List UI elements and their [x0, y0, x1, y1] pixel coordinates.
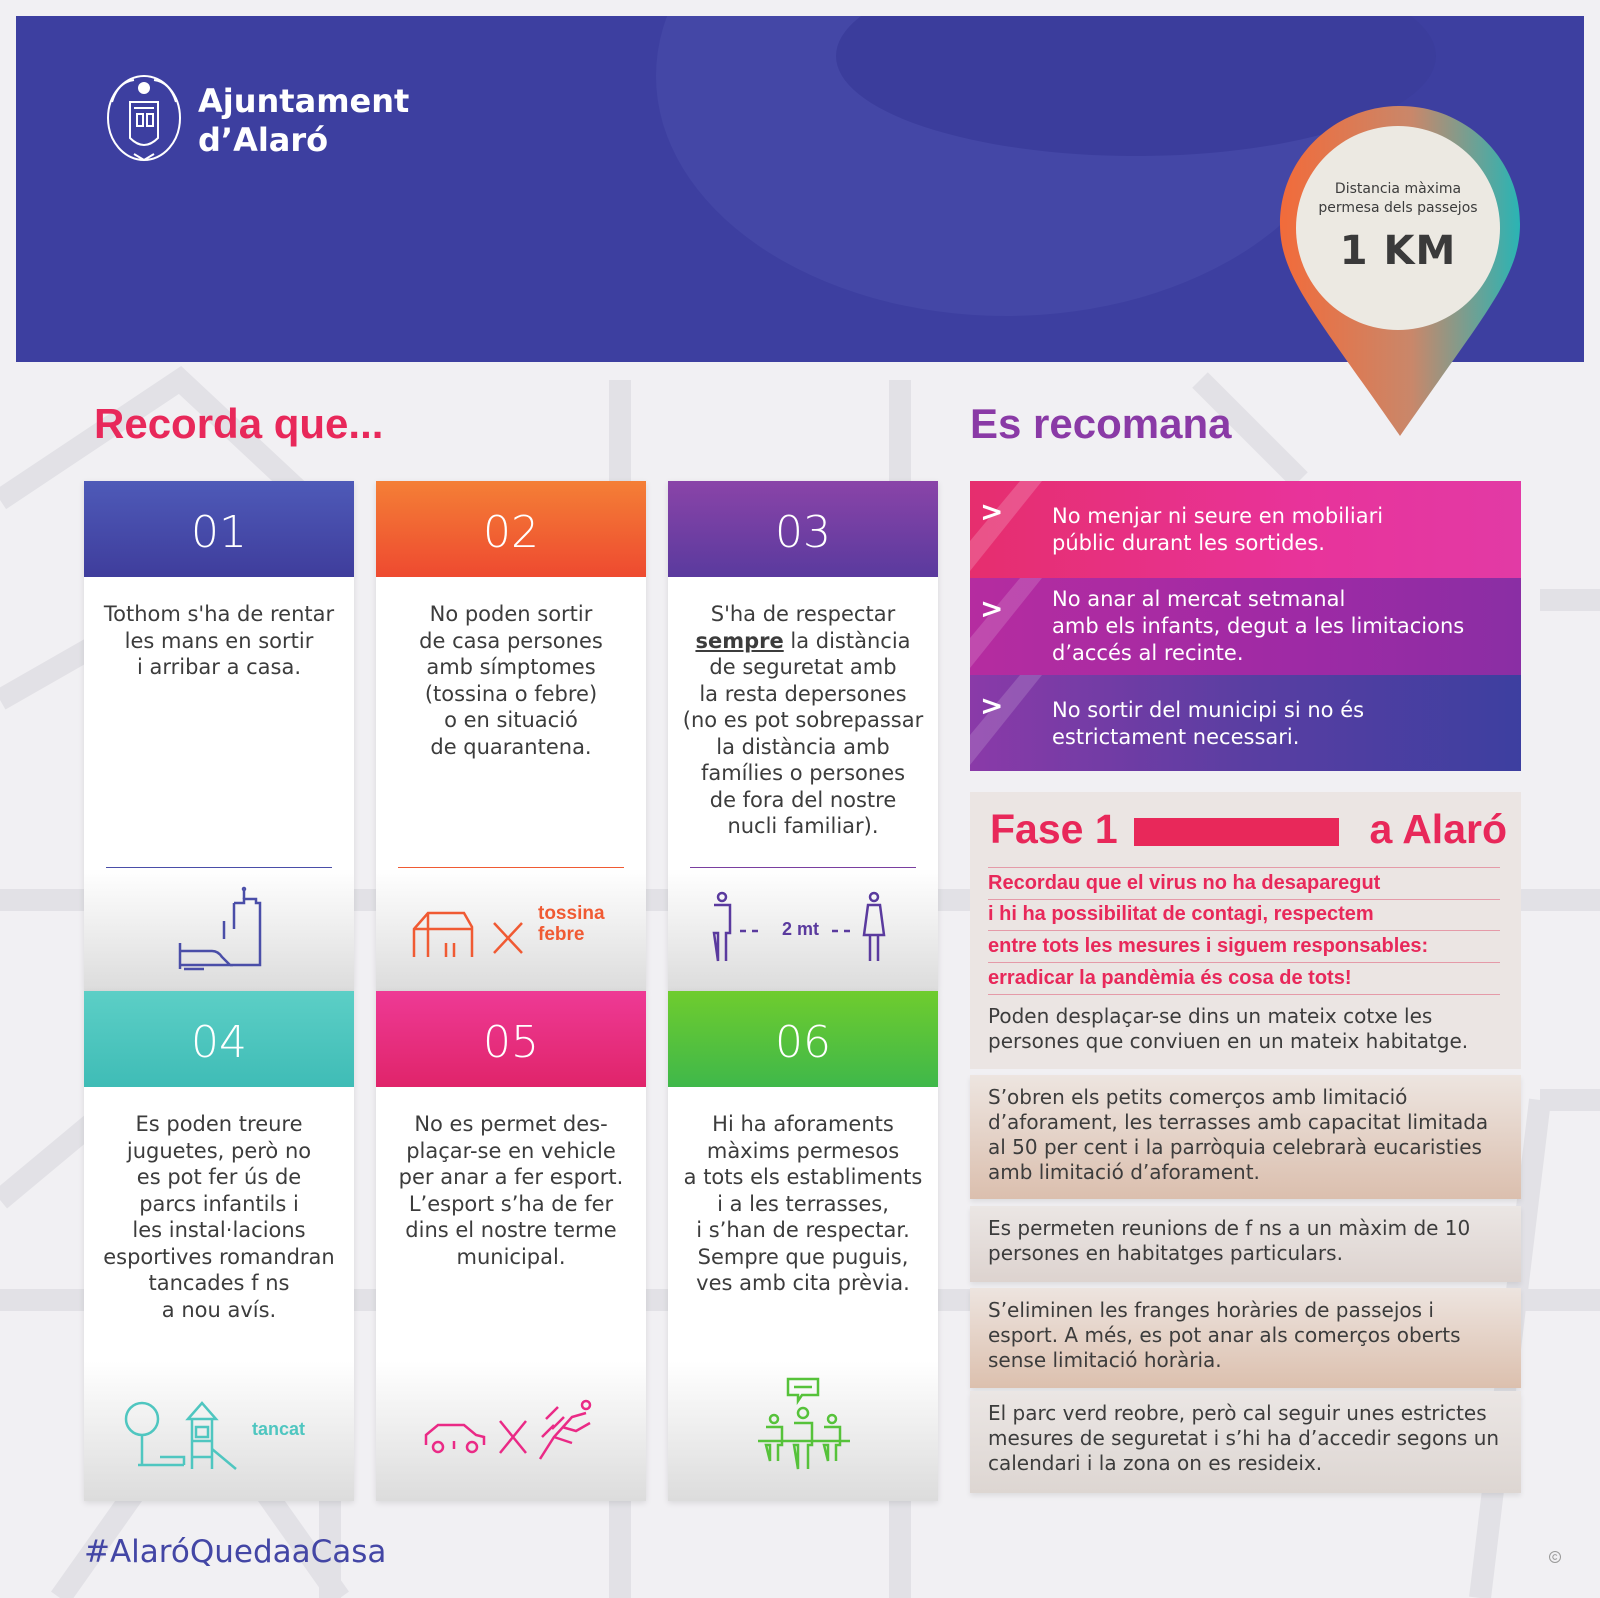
card-text-line: ves amb cita prèvia. — [696, 1271, 910, 1295]
house-cross-icon — [376, 869, 646, 991]
card-number: 06 — [668, 991, 938, 1087]
card-icon-area — [668, 1361, 938, 1501]
rule-card-04 — [84, 991, 354, 1501]
card-text-line: a tots els establiments — [683, 1165, 923, 1189]
recommendation-line: No sortir del municipi si no és — [1052, 698, 1365, 722]
chevron-right-icon: > — [980, 592, 1004, 625]
card-number: 04 — [84, 991, 354, 1087]
max-distance-value: 1 KM — [1339, 228, 1457, 274]
card-text-line: L’esport s’ha de fer — [408, 1191, 614, 1216]
card-number: 03 — [668, 481, 938, 577]
card-text-line: la distància amb — [716, 734, 890, 759]
card-text-line: municipal. — [456, 1244, 566, 1269]
card-text-line: (tossina o febre) — [424, 681, 598, 706]
symptom-fever-label: febre — [538, 924, 585, 945]
phase-item — [970, 1288, 1521, 1388]
card-text-line: de quarantena. — [430, 734, 592, 759]
card-number: 02 — [376, 481, 646, 577]
coat-of-arms-logo — [104, 72, 184, 164]
phase-item-line: esport. A més, es pot anar als comerços oberts — [988, 1323, 1461, 1347]
phase-item-line: Es permeten reunions de f ns a un màxim de 10 — [988, 1216, 1471, 1240]
copyright-icon — [1548, 1550, 1562, 1564]
card-number: 01 — [84, 481, 354, 577]
card-number: 05 — [376, 991, 646, 1087]
card-text — [84, 577, 354, 681]
warning-line: erradicar la pandèmia és cosa de tots! — [988, 963, 1500, 995]
phase-item-line: persones que conviuen en un mateix habitatge. — [988, 1029, 1469, 1053]
distance-label: 2 mt — [782, 919, 820, 939]
phase-item-line: Poden desplaçar-se dins un mateix cotxe les — [988, 1004, 1433, 1028]
recommendation-item — [970, 578, 1521, 675]
phase-item-line: calendari i la zona on es resideix. — [988, 1451, 1323, 1475]
phase-1-header — [970, 792, 1521, 1069]
card-text-line: No es permet des- — [414, 1112, 608, 1136]
card-text-line: de fora del nostre — [709, 787, 897, 812]
card-icon-area — [376, 869, 646, 991]
phase-item-line: al 50 per cent i la parròquia celebrarà eucaristies — [988, 1135, 1482, 1159]
card-text — [376, 1087, 646, 1270]
phase-item-line: mesures de seguretat i s’hi ha d’accedir segons un — [988, 1426, 1500, 1450]
phase-item — [988, 1004, 1468, 1054]
card-text-line: No poden sortir — [429, 602, 593, 626]
card-text-line: famílies o persones — [700, 761, 906, 785]
card-text-line: juguetes, però no — [126, 1138, 312, 1163]
card-text-line: esportives romandran — [103, 1244, 335, 1269]
card-text-line: tancades f ns — [148, 1271, 290, 1295]
card-text-line: les instal·lacions — [132, 1218, 306, 1242]
chevron-right-icon: > — [980, 495, 1004, 528]
phase-item-line: d’aforament, les terrasses amb capacitat limitada — [988, 1110, 1489, 1134]
pin-caption-line-1: Distancia màxima — [1334, 181, 1462, 197]
phase-location: a Alaró — [1369, 806, 1507, 852]
card-text-line: de seguretat amb — [709, 655, 897, 679]
phase-title-bar — [1134, 818, 1339, 846]
card-text-line: S'ha de respectar — [710, 602, 896, 626]
card-text-line: es pot fer ús de — [136, 1165, 302, 1189]
recommendation-line: amb els infants, degut a les limitacions — [1052, 614, 1465, 638]
rule-card-01 — [84, 481, 354, 991]
card-text-line: de casa persones — [419, 628, 603, 653]
card-text-line: la resta depersones — [699, 681, 907, 706]
card-divider — [106, 867, 332, 868]
card-text-line: les mans en sortir — [124, 628, 314, 653]
people-capacity-icon — [668, 1361, 938, 1501]
warning-line: Recordau que el virus no ha desaparegut — [988, 867, 1500, 900]
recommendation-line: públic durant les sortides. — [1052, 531, 1325, 555]
card-text-line — [680, 628, 926, 655]
card-icon-area — [668, 869, 938, 991]
card-text-line: amb símptomes — [426, 655, 596, 679]
phase-item — [970, 1206, 1521, 1282]
card-icon-area — [84, 869, 354, 991]
card-text-line: o en situació — [444, 708, 578, 732]
title-line-1: Ajuntament — [198, 82, 410, 120]
rule-card-05 — [376, 991, 646, 1501]
recommendation-text — [1052, 586, 1501, 667]
rule-card-03 — [668, 481, 938, 991]
card-icon-area — [376, 1361, 646, 1501]
pin-content — [1297, 128, 1499, 330]
recommendation-line: estrictament necessari. — [1052, 725, 1300, 749]
card-text-line: Sempre que puguis, — [697, 1244, 909, 1269]
card-text-line: nucli familiar). — [727, 814, 879, 838]
recommendation-item — [970, 481, 1521, 578]
symptoms-label — [538, 903, 605, 945]
title-line-2: d’Alaró — [198, 121, 329, 159]
card-text — [84, 1087, 354, 1323]
emphasis-always: sempre — [695, 628, 784, 653]
hand-washing-icon — [84, 869, 354, 991]
card-text-line: (no es pot sobrepassar — [682, 708, 924, 732]
card-text-line: per anar a fer esport. — [398, 1165, 624, 1189]
warning-line: i hi ha possibilitat de contagi, respectem — [988, 899, 1500, 931]
recommendation-text — [1052, 503, 1501, 557]
card-divider — [690, 867, 916, 868]
phase-item-line: amb limitació d’aforament. — [988, 1160, 1260, 1184]
card-text-line: i s’han de respectar. — [696, 1218, 910, 1242]
card-text-line: plaçar-se en vehicle — [406, 1138, 616, 1163]
phase-item-line: S’eliminen les franges horàries de passejos i — [988, 1298, 1434, 1322]
card-text-line: i a les terrasses, — [717, 1191, 889, 1216]
pin-caption — [1297, 180, 1499, 218]
card-text-line: Es poden treure — [135, 1112, 303, 1136]
phase-item-line: sense limitació horària. — [988, 1348, 1222, 1372]
remember-heading: Recorda que... — [94, 400, 384, 447]
phase-1-panel — [970, 792, 1521, 1498]
recommendation-line: No menjar ni seure en mobiliari — [1052, 504, 1384, 528]
card-icon-area — [84, 1361, 354, 1501]
closed-label: tancat — [252, 1419, 306, 1439]
card-text-line: Hi ha aforaments — [712, 1112, 894, 1136]
phase-item — [970, 1075, 1521, 1199]
recommendation-line: No anar al mercat setmanal — [1052, 587, 1346, 611]
card-text-line: màxims permesos — [706, 1138, 900, 1163]
card-text — [668, 577, 938, 840]
warning-line: entre tots les mesures i siguem responsables: — [988, 931, 1500, 963]
card-text-line: dins el nostre terme — [405, 1218, 617, 1242]
playground-icon — [84, 1361, 354, 1501]
chevron-right-icon: > — [980, 689, 1004, 722]
rule-card-02 — [376, 481, 646, 991]
phase-item-line: persones en habitatges particulars. — [988, 1241, 1343, 1265]
card-text-line: a nou avís. — [161, 1297, 277, 1322]
card-text-fragment: la distància — [783, 628, 911, 653]
phase-item-line: S’obren els petits comerços amb limitació — [988, 1085, 1408, 1109]
recommendation-text — [1052, 697, 1501, 751]
phase-item-line: El parc verd reobre, però cal seguir unes estrictes — [988, 1401, 1487, 1425]
car-cross-runner-icon — [376, 1361, 646, 1501]
card-text — [668, 1087, 938, 1297]
rule-card-06 — [668, 991, 938, 1501]
card-text-line: i arribar a casa. — [136, 655, 302, 679]
recommended-heading: Es recomana — [970, 400, 1232, 447]
campaign-hashtag: #AlaróQuedaaCasa — [84, 1534, 387, 1570]
phase-title: Fase 1 — [990, 806, 1118, 852]
recommendation-item — [970, 675, 1521, 771]
symptom-cough-label: tossina — [538, 903, 605, 924]
phase-item — [970, 1391, 1521, 1493]
card-divider — [398, 867, 624, 868]
card-text-line: parcs infantils i — [139, 1191, 299, 1216]
pin-caption-line-2: permesa dels passejos — [1318, 200, 1478, 216]
card-text-line: Tothom s'ha de rentar — [103, 602, 335, 626]
recommendation-line: d’accés al recinte. — [1052, 641, 1244, 665]
card-text — [376, 577, 646, 760]
municipality-name — [198, 82, 409, 160]
